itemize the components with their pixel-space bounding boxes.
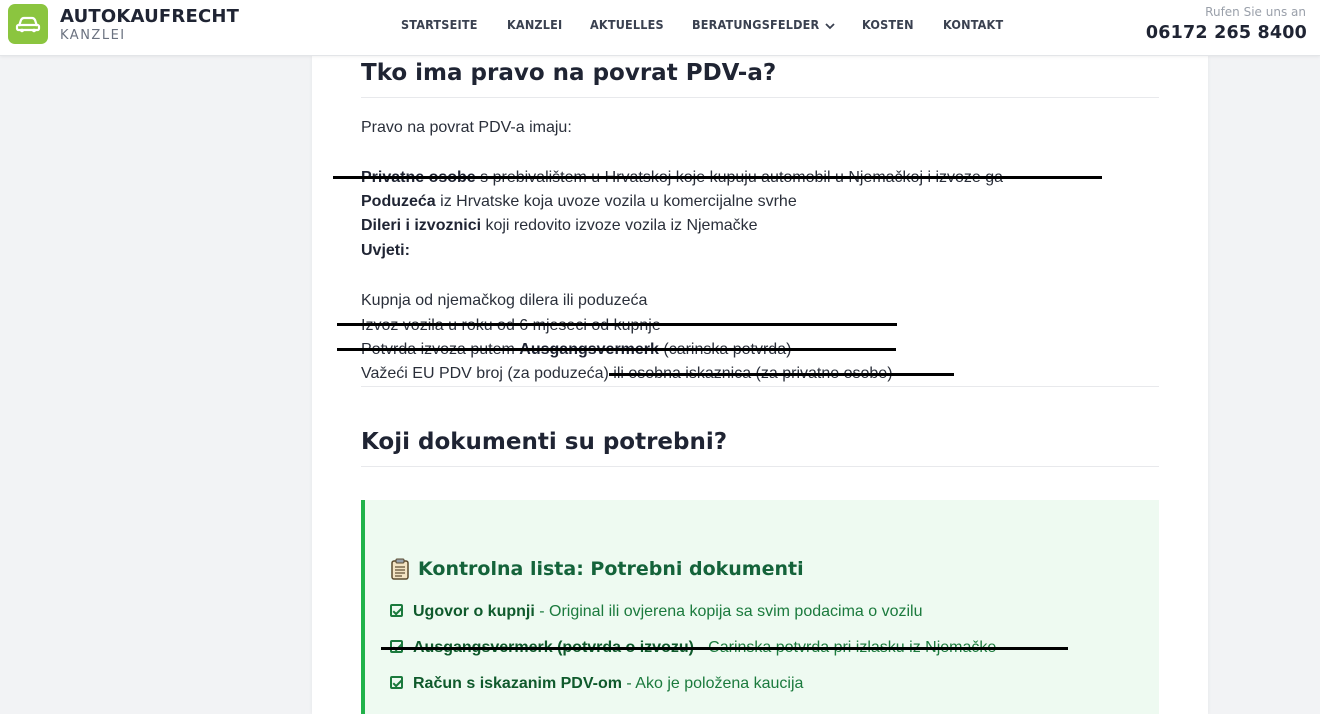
strikethrough-line bbox=[337, 348, 896, 351]
car-icon bbox=[15, 15, 41, 33]
check-icon bbox=[390, 676, 403, 689]
check-icon bbox=[390, 604, 403, 617]
divider bbox=[361, 466, 1159, 467]
intro-text: Pravo na povrat PDV-a imaju: bbox=[361, 119, 572, 136]
brand-name[interactable]: AUTOKAUFRECHT bbox=[60, 6, 240, 27]
strikethrough-line bbox=[333, 176, 1102, 179]
phone-label: Rufen Sie uns an bbox=[1205, 5, 1306, 19]
list-item: Kupnja od njemačkog dilera ili poduzeća bbox=[361, 292, 648, 309]
section-title-documents: Koji dokumenti su potrebni? bbox=[361, 429, 728, 455]
section-title-eligibility: Tko ima pravo na povrat PDV-a? bbox=[361, 60, 777, 86]
nav-startseite[interactable]: STARTSEITE bbox=[401, 17, 478, 32]
strikethrough-line bbox=[337, 323, 897, 326]
checklist-item: Račun s iskazanim PDV-om - Ako je položena kaucija bbox=[390, 675, 803, 693]
logo[interactable] bbox=[8, 4, 48, 44]
divider bbox=[361, 386, 1159, 387]
conditions-label: Uvjeti: bbox=[361, 242, 410, 259]
nav-beratungsfelder[interactable] bbox=[692, 17, 835, 33]
strikethrough-line bbox=[609, 373, 954, 376]
chevron-down-icon bbox=[825, 18, 835, 33]
checklist-title-text: Kontrolna lista: Potrebni dokumenti bbox=[418, 558, 804, 580]
list-item: Važeći EU PDV broj (za poduzeća) bbox=[361, 365, 609, 382]
list-item bbox=[361, 317, 661, 335]
list-item: Dileri i izvoznici koji redovito izvoze vozila iz Njemačke bbox=[361, 217, 758, 234]
nav-aktuelles[interactable]: AKTUELLES bbox=[590, 17, 664, 32]
brand-subtitle: KANZLEI bbox=[60, 28, 126, 43]
nav-kontakt[interactable]: KONTAKT bbox=[943, 17, 1004, 32]
nav-kanzlei[interactable]: KANZLEI bbox=[507, 17, 563, 32]
checklist-title bbox=[390, 558, 804, 580]
clipboard-icon bbox=[390, 558, 410, 580]
phone-number[interactable]: 06172 265 8400 bbox=[1145, 23, 1307, 43]
checklist-item: Ugovor o kupnji - Original ili ovjerena kopija sa svim podacima o vozilu bbox=[390, 603, 923, 621]
site-header bbox=[0, 0, 1320, 56]
nav-beratungsfelder-label: BERATUNGSFELDER bbox=[692, 17, 820, 32]
strikethrough-line bbox=[381, 647, 1068, 650]
nav-kosten[interactable]: KOSTEN bbox=[862, 17, 914, 32]
divider bbox=[361, 97, 1159, 98]
list-item: Poduzeća iz Hrvatske koja uvoze vozila u komercijalne svrhe bbox=[361, 193, 797, 210]
